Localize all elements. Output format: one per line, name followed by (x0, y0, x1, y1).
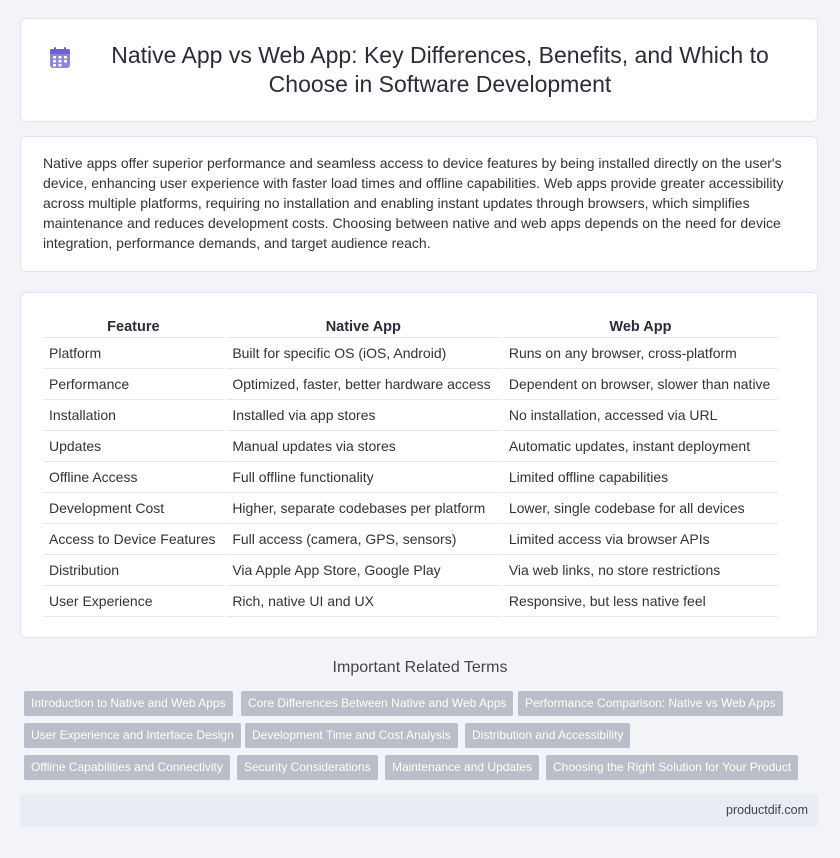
table-row (43, 431, 778, 462)
title-wrap (49, 41, 789, 99)
table-row (43, 586, 778, 617)
cell-web-app: Runs on any browser, cross-platform (503, 338, 778, 369)
cell-web-app: Limited offline capabilities (503, 462, 778, 493)
column-header-native-app: Native App (226, 315, 500, 338)
cell-native-app: Rich, native UI and UX (226, 586, 500, 617)
table-row (43, 493, 778, 524)
cell-web-app: Lower, single codebase for all devices (503, 493, 778, 524)
table-row (43, 462, 778, 493)
related-terms-title: Important Related Terms (332, 659, 508, 676)
intro-paragraph: Native apps offer superior performance and seamless access to device features by being installed directly on the user's device, enhancing user experience with faster load times and offline capabilities. Web apps provide greater accessibility across multiple platforms, requiring no installation and enabling instant updates through browsers, which simplifies maintenance and reduces development costs. Choosing between native and web apps depends on the need for device integration, performance demands, and target audience reach. (43, 155, 784, 251)
page-title: Native App vs Web App: Key Differences, Benefits, and Which to Choose in Software Development (111, 42, 769, 97)
calendar-grid-icon (49, 47, 71, 69)
related-term-tag[interactable]: User Experience and Interface Design (24, 723, 241, 748)
related-term-tag[interactable]: Introduction to Native and Web Apps (24, 691, 233, 716)
cell-web-app: Responsive, but less native feel (503, 586, 778, 617)
cell-feature: Access to Device Features (43, 524, 224, 555)
cell-feature: Platform (43, 338, 224, 369)
title-card (20, 18, 818, 122)
footer-site: productdif.com (726, 803, 808, 817)
table-body (43, 338, 778, 617)
cell-native-app: Higher, separate codebases per platform (226, 493, 500, 524)
table-row (43, 369, 778, 400)
cell-native-app: Built for specific OS (iOS, Android) (226, 338, 500, 369)
related-term-tag[interactable]: Core Differences Between Native and Web Apps (241, 691, 513, 716)
footer (20, 794, 818, 827)
cell-web-app: Dependent on browser, slower than native (503, 369, 778, 400)
cell-native-app: Installed via app stores (226, 400, 500, 431)
related-term-tag[interactable]: Offline Capabilities and Connectivity (24, 755, 230, 780)
cell-feature: Installation (43, 400, 224, 431)
cell-web-app: Automatic updates, instant deployment (503, 431, 778, 462)
table-header-row (43, 315, 778, 338)
cell-native-app: Optimized, faster, better hardware access (226, 369, 500, 400)
cell-native-app: Full access (camera, GPS, sensors) (226, 524, 500, 555)
comparison-table (43, 315, 778, 617)
table-row (43, 400, 778, 431)
table-row (43, 524, 778, 555)
related-term-tag[interactable]: Performance Comparison: Native vs Web Apps (518, 691, 783, 716)
cell-native-app: Via Apple App Store, Google Play (226, 555, 500, 586)
table-row (43, 555, 778, 586)
cell-feature: Updates (43, 431, 224, 462)
cell-feature: Development Cost (43, 493, 224, 524)
intro-card (20, 136, 818, 272)
cell-native-app: Full offline functionality (226, 462, 500, 493)
column-header-web-app: Web App (503, 315, 778, 338)
related-term-tag[interactable]: Distribution and Accessibility (465, 723, 630, 748)
cell-native-app: Manual updates via stores (226, 431, 500, 462)
column-header-feature: Feature (43, 315, 224, 338)
cell-feature: User Experience (43, 586, 224, 617)
cell-web-app: Via web links, no store restrictions (503, 555, 778, 586)
cell-web-app: Limited access via browser APIs (503, 524, 778, 555)
cell-web-app: No installation, accessed via URL (503, 400, 778, 431)
cell-feature: Offline Access (43, 462, 224, 493)
related-term-tag[interactable]: Security Considerations (237, 755, 378, 780)
related-term-tag[interactable]: Maintenance and Updates (385, 755, 539, 780)
table-row (43, 338, 778, 369)
cell-feature: Performance (43, 369, 224, 400)
comparison-card (20, 292, 818, 638)
related-term-tag[interactable]: Choosing the Right Solution for Your Product (546, 755, 798, 780)
related-term-tag[interactable]: Development Time and Cost Analysis (245, 723, 458, 748)
cell-feature: Distribution (43, 555, 224, 586)
